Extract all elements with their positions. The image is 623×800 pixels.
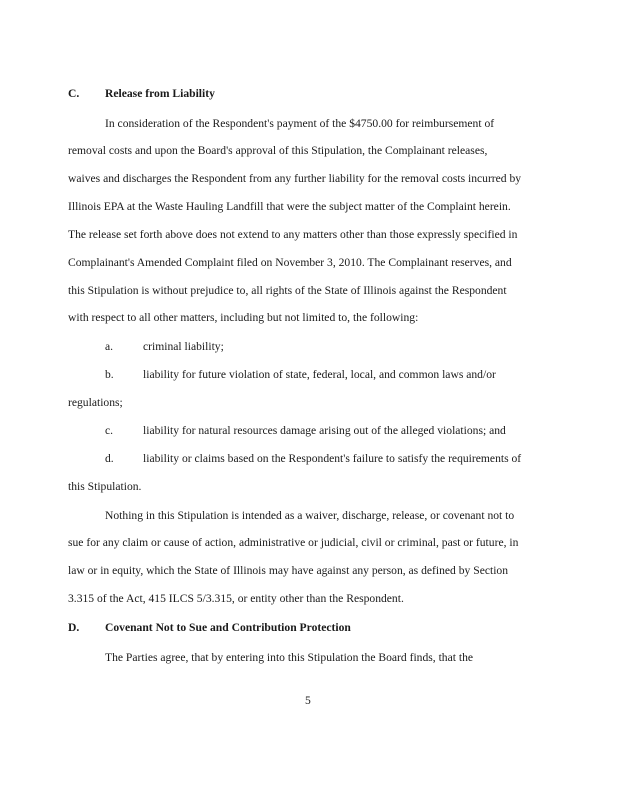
list-item-text: liability for future violation of state, federal, local, and common laws and/or (143, 368, 496, 381)
list-item-continuation: this Stipulation. (68, 480, 142, 493)
text-line: with respect to all other matters, including but not limited to, the following: (68, 311, 419, 324)
list-item-continuation: regulations; (68, 396, 123, 409)
list-item-letter: a. (105, 340, 114, 353)
text-line: The release set forth above does not extend to any matters other than those expressly specified in (68, 228, 518, 241)
text-line: removal costs and upon the Board's approval of this Stipulation, the Complainant releases, (68, 144, 488, 157)
text-line: waives and discharges the Respondent from any further liability for the removal costs incurred by (68, 172, 522, 185)
list-item-text: criminal liability; (143, 340, 224, 353)
section-d-title: Covenant Not to Sue and Contribution Protection (105, 621, 351, 634)
list-item-letter: c. (105, 424, 114, 437)
section-c-title: Release from Liability (105, 87, 215, 100)
text-line: Complainant's Amended Complaint filed on November 3, 2010. The Complainant reserves, and (68, 256, 512, 269)
section-d-text-line: The Parties agree, that by entering into this Stipulation the Board finds, that the (105, 651, 474, 664)
text-line: law or in equity, which the State of Illinois may have against any person, as defined by Section (68, 564, 509, 577)
list-item-text: liability for natural resources damage arising out of the alleged violations; and (143, 424, 506, 437)
list-item-letter: b. (105, 368, 114, 381)
text-line: Nothing in this Stipulation is intended as a waiver, discharge, release, or covenant not to (105, 509, 515, 522)
list-item-letter: d. (105, 452, 114, 465)
list-item-text: liability or claims based on the Respondent's failure to satisfy the requirements of (143, 452, 522, 465)
section-d-label: D. (68, 621, 80, 634)
text-line: 3.315 of the Act, 415 ILCS 5/3.315, or entity other than the Respondent. (68, 592, 404, 605)
text-line: Illinois EPA at the Waste Hauling Landfill that were the subject matter of the Complaint herein. (68, 200, 511, 213)
text-line: this Stipulation is without prejudice to, all rights of the State of Illinois against the Respondent (68, 284, 507, 297)
page-number: 5 (305, 694, 311, 707)
section-c-label: C. (68, 87, 80, 100)
text-line: sue for any claim or cause of action, administrative or judicial, civil or criminal, past or future, in (68, 536, 519, 549)
text-line: In consideration of the Respondent's payment of the $4750.00 for reimbursement of (105, 117, 495, 130)
